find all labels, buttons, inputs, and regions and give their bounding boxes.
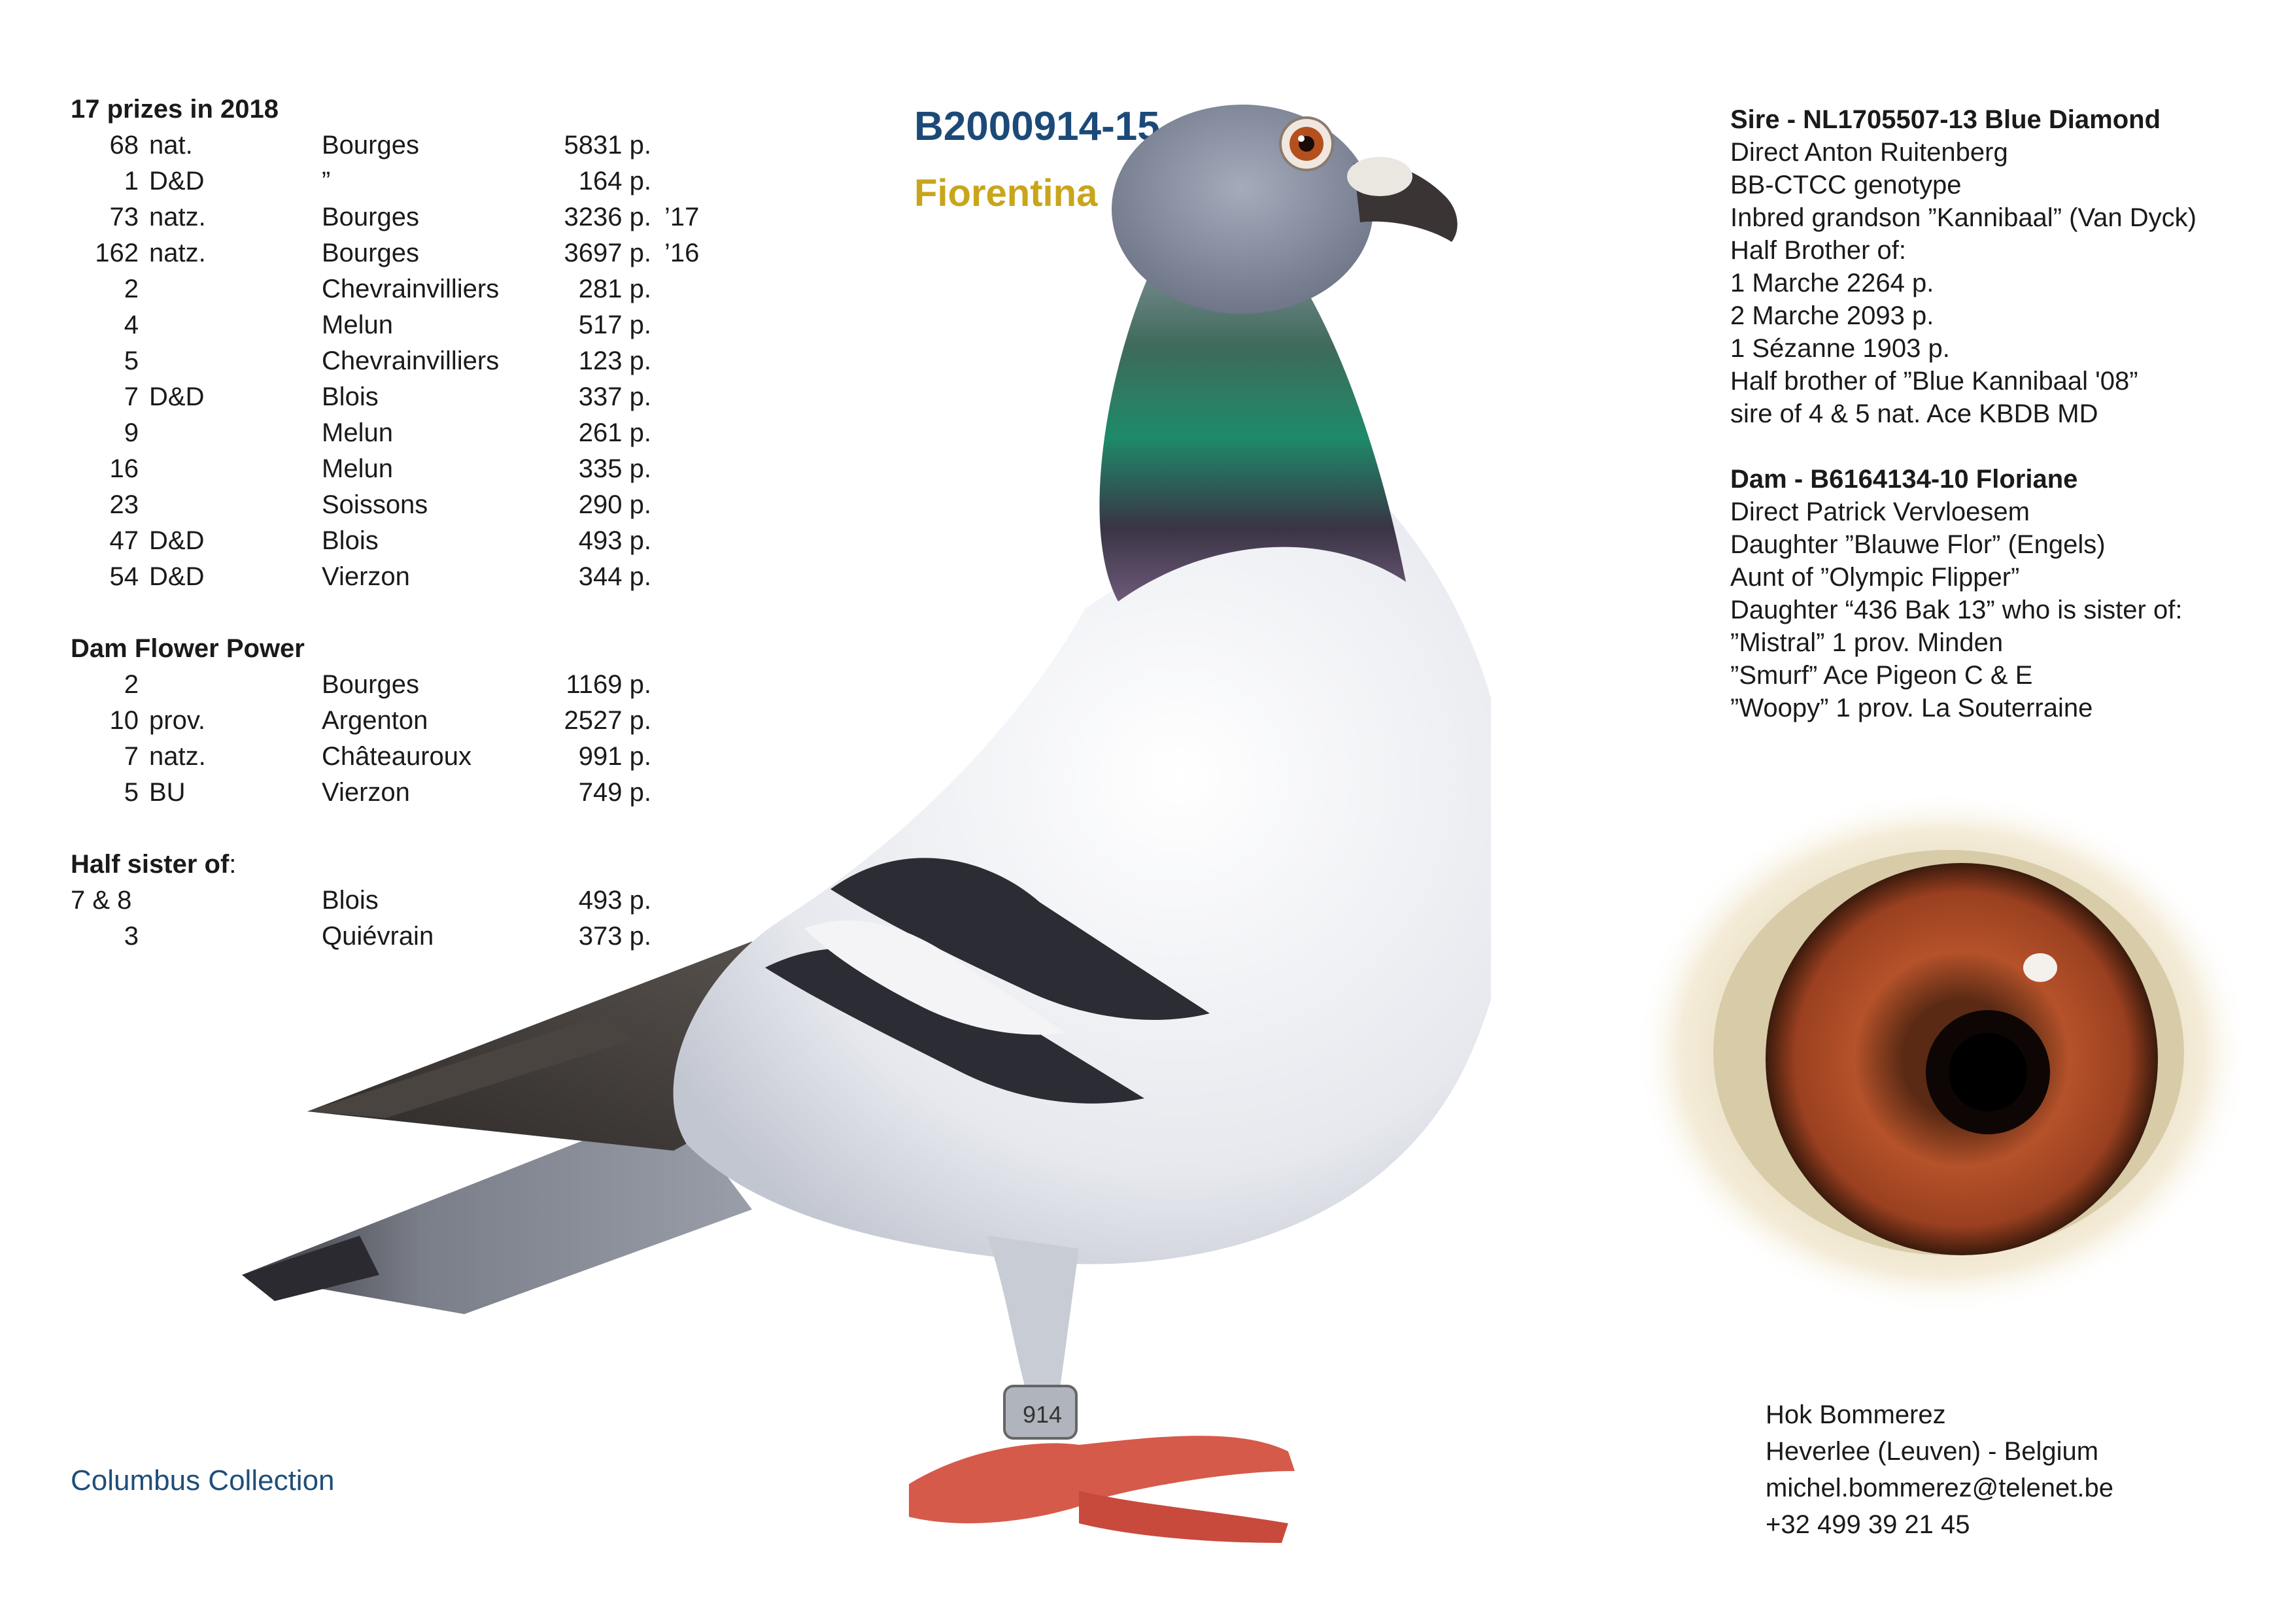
result-cls: prov. (149, 706, 205, 735)
result-place: Bourges (322, 670, 419, 699)
result-num: 10 (109, 706, 139, 735)
ring-number: B2000914-15 (914, 104, 1160, 149)
result-pts: 335 p. (578, 454, 651, 483)
pedigree-line: ”Woopy” 1 prov. La Souterraine (1730, 694, 2093, 722)
result-num: 7 (124, 742, 139, 771)
pedigree-column (1730, 103, 2280, 724)
result-num: 1 (124, 167, 139, 195)
sire-title: Sire - NL1705507-13 Blue Diamond (1730, 105, 2161, 134)
result-place: Blois (322, 382, 379, 411)
result-num: 23 (109, 490, 139, 519)
pedigree-line: Daughter ”Blauwe Flor” (Engels) (1730, 530, 2106, 559)
result-pts: 281 p. (578, 275, 651, 303)
result-num: 7 & 8 (71, 886, 132, 915)
result-pts: 493 p. (578, 886, 651, 915)
dam-results-title: Dam Flower Power (71, 634, 305, 663)
result-pts: 3236 p. (564, 203, 651, 231)
result-cls: BU (149, 778, 186, 807)
result-place: Quiévrain (322, 922, 434, 951)
pigeon-name: Fiorentina (914, 172, 1098, 214)
result-pts: 991 p. (578, 742, 651, 771)
result-place: Chevrainvilliers (322, 275, 500, 303)
result-place: Vierzon (322, 562, 410, 591)
result-num: 5 (124, 347, 139, 375)
eye-closeup-photo (1622, 778, 2249, 1321)
result-place: Soissons (322, 490, 428, 519)
result-pts: 261 p. (578, 418, 651, 447)
result-place: Melun (322, 418, 393, 447)
contact-name: Hok Bommerez (1766, 1400, 1946, 1429)
result-pts: 749 p. (578, 778, 651, 807)
pedigree-line: 1 Sézanne 1903 p. (1730, 334, 1950, 363)
result-place: Argenton (322, 706, 428, 735)
pedigree-line: Aunt of ”Olympic Flipper” (1730, 563, 2020, 592)
pedigree-line: BB-CTCC genotype (1730, 171, 1962, 199)
pedigree-line: 1 Marche 2264 p. (1730, 269, 1934, 297)
result-num: 5 (124, 778, 139, 807)
result-place: Bourges (322, 239, 419, 267)
result-place: Châteauroux (322, 742, 472, 771)
result-num: 2 (124, 670, 139, 699)
dam-title: Dam - B6164134-10 Floriane (1730, 465, 2078, 494)
pedigree-line: 2 Marche 2093 p. (1730, 301, 1934, 330)
pedigree-line: Half Brother of: (1730, 236, 1907, 265)
result-pts: 123 p. (578, 347, 651, 375)
result-pts: 344 p. (578, 562, 651, 591)
sire-details (1730, 136, 2280, 430)
result-cls: D&D (149, 382, 205, 411)
pigeon-photo (216, 85, 1491, 1549)
result-place: Blois (322, 886, 379, 915)
half-sister-title: Half sister of: (71, 850, 237, 879)
result-cls: D&D (149, 167, 205, 195)
result-cls: D&D (149, 562, 205, 591)
contact-phone: +32 499 39 21 45 (1766, 1510, 1970, 1539)
contact-email[interactable]: michel.bommerez@telenet.be (1766, 1474, 2113, 1502)
result-num: 9 (124, 418, 139, 447)
result-num: 3 (124, 922, 139, 951)
result-num: 54 (109, 562, 139, 591)
result-pts: 493 p. (578, 526, 651, 555)
result-num: 16 (109, 454, 139, 483)
result-place: Melun (322, 454, 393, 483)
pedigree-line: ”Smurf” Ace Pigeon C & E (1730, 661, 2033, 690)
result-pts: 290 p. (578, 490, 651, 519)
result-pts: 2527 p. (564, 706, 651, 735)
collection-label: Columbus Collection (71, 1464, 335, 1497)
pedigree-line: Direct Patrick Vervloesem (1730, 498, 2030, 526)
dam-details (1730, 496, 2280, 724)
result-num: 73 (109, 203, 139, 231)
result-place: Bourges (322, 131, 419, 160)
result-num: 4 (124, 311, 139, 339)
pedigree-line: Half brother of ”Blue Kannibaal '08” (1730, 367, 2138, 396)
result-place: ” (322, 167, 331, 195)
pedigree-line: Daughter “436 Bak 13” who is sister of: (1730, 596, 2183, 624)
result-num: 68 (109, 131, 139, 160)
result-pts: 164 p. (578, 167, 651, 195)
result-place: Melun (322, 311, 393, 339)
result-num: 2 (124, 275, 139, 303)
result-yr: ’16 (664, 239, 700, 267)
result-num: 162 (95, 239, 139, 267)
pedigree-line: Direct Anton Ruitenberg (1730, 138, 2008, 167)
result-num: 7 (124, 382, 139, 411)
contact-block (1766, 1396, 2113, 1543)
result-pts: 5831 p. (564, 131, 651, 160)
result-pts: 517 p. (578, 311, 651, 339)
pedigree-line: Inbred grandson ”Kannibaal” (Van Dyck) (1730, 203, 2196, 232)
result-pts: 337 p. (578, 382, 651, 411)
result-pts: 373 p. (578, 922, 651, 951)
result-place: Bourges (322, 203, 419, 231)
contact-location: Heverlee (Leuven) - Belgium (1766, 1437, 2099, 1466)
result-cls: D&D (149, 526, 205, 555)
result-cls: natz. (149, 742, 206, 771)
ring-band-label: 914 (1023, 1401, 1063, 1428)
result-cls: nat. (149, 131, 193, 160)
result-yr: ’17 (664, 203, 700, 231)
result-num: 47 (109, 526, 139, 555)
result-pts: 3697 p. (564, 239, 651, 267)
result-place: Blois (322, 526, 379, 555)
results-title: 17 prizes in 2018 (71, 95, 279, 124)
result-place: Chevrainvilliers (322, 347, 500, 375)
result-cls: natz. (149, 239, 206, 267)
result-place: Vierzon (322, 778, 410, 807)
result-cls: natz. (149, 203, 206, 231)
pedigree-line: sire of 4 & 5 nat. Ace KBDB MD (1730, 399, 2098, 428)
result-pts: 1169 p. (566, 670, 651, 699)
pedigree-line: ”Mistral” 1 prov. Minden (1730, 628, 2004, 657)
